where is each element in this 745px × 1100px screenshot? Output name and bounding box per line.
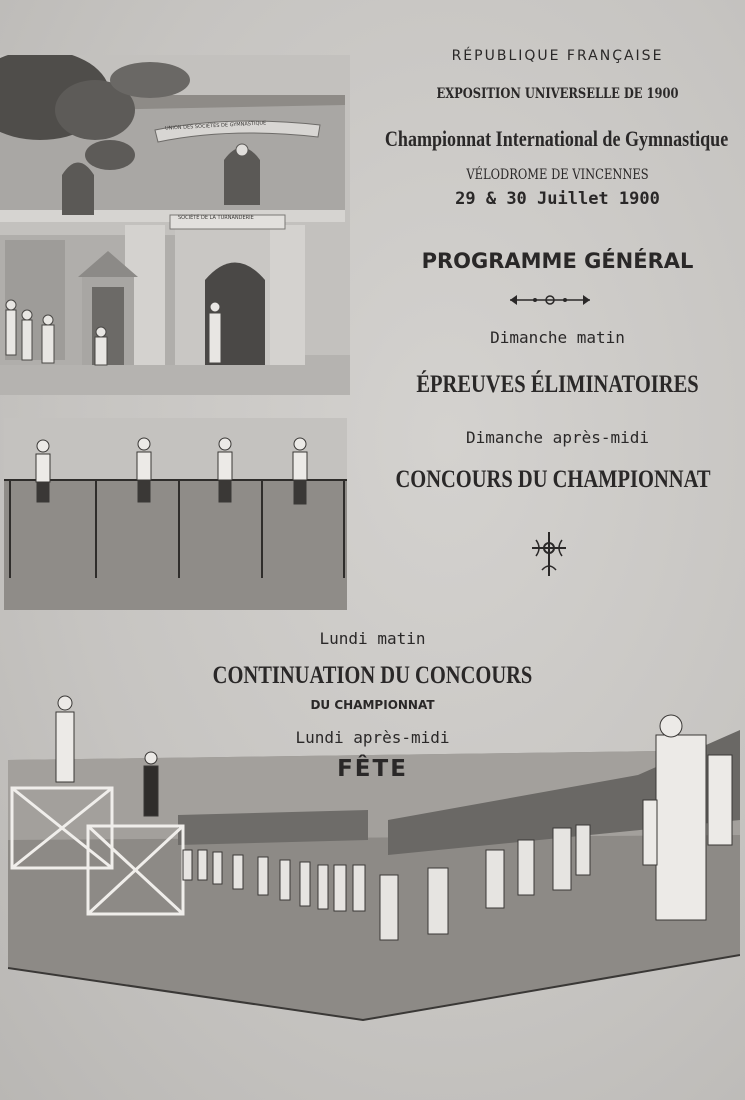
header-line-velodrome: VÉLODROME DE VINCENNES xyxy=(466,167,649,183)
building-sign-text: SOCIÉTÉ DE LA TURNANDERIE xyxy=(178,215,254,221)
bars-illustration xyxy=(4,418,347,610)
ornament-divider-icon xyxy=(505,290,595,310)
sunday-afternoon-label: Dimanche après-midi xyxy=(465,428,650,447)
sunday-afternoon-event: CONCOURS DU CHAMPIONNAT xyxy=(395,466,711,493)
monday-morning-label: Lundi matin xyxy=(319,629,426,648)
header-line-republique: RÉPUBLIQUE FRANÇAISE xyxy=(451,48,664,64)
monday-afternoon-label: Lundi après-midi xyxy=(295,728,450,747)
program-title: PROGRAMME GÉNÉRAL xyxy=(421,249,694,273)
header-line-exposition: EXPOSITION UNIVERSELLE DE 1900 xyxy=(436,86,679,102)
header-line-date: 29 & 30 Juillet 1900 xyxy=(455,189,660,209)
building-frieze-text: UNION DES SOCIÉTÉS DE GYMNASTIQUE xyxy=(164,120,267,132)
sunday-morning-event: ÉPREUVES ÉLIMINATOIRES xyxy=(416,371,699,398)
fleur-ornament-icon xyxy=(528,530,570,578)
building-illustration xyxy=(0,55,350,395)
monday-afternoon-event: FÊTE xyxy=(337,756,408,782)
monday-morning-event-sub: DU CHAMPIONNAT xyxy=(310,698,435,712)
monday-morning-event: CONTINUATION DU CONCOURS xyxy=(212,662,533,689)
header-line-championnat: Championnat International de Gymnastique xyxy=(384,126,729,151)
sunday-morning-label: Dimanche matin xyxy=(490,328,625,347)
